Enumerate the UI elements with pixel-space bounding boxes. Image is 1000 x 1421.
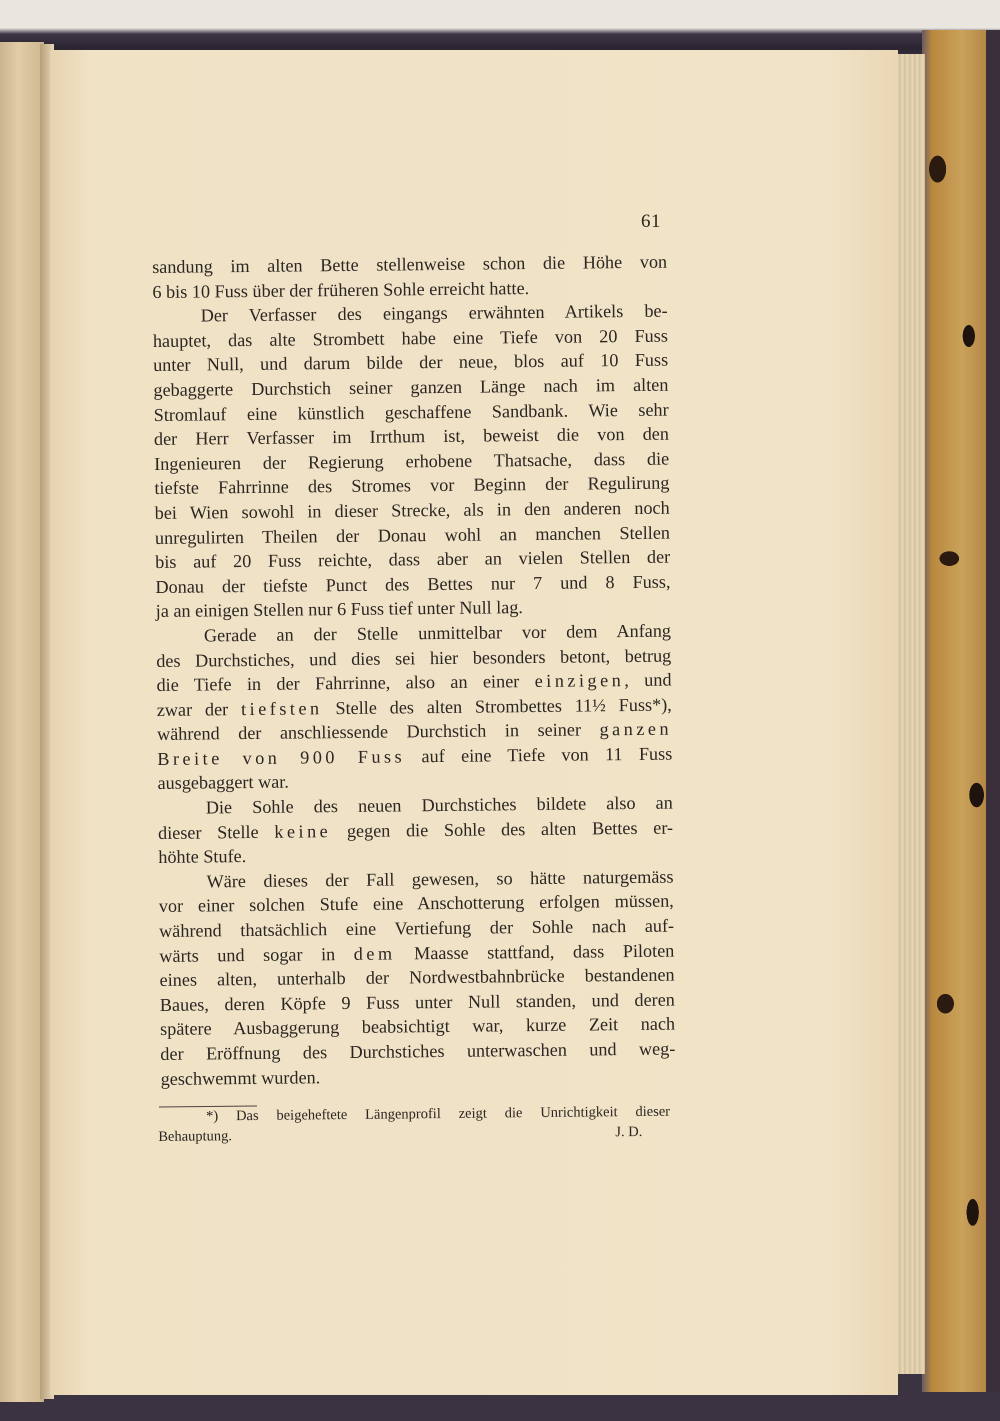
spaced-emphasis: Breite von 900 Fuss [157,746,406,769]
book-cover-spine-edge [986,30,1000,1421]
text-line: gebaggerte Durchstich seiner ganzen Länge nach im alten [153,374,669,400]
text-line: spätere Ausbaggerung beabsichtigt war, kurze Zeit nach [160,1013,676,1040]
text-line: Gerade an der Stelle unmittelbar vor dem Anfang [203,620,672,646]
footnote-text: Behauptung. [158,1128,233,1145]
text-line: 6 bis 10 Fuss über der früheren Sohle erreicht hatte. [152,277,530,302]
footnote [158,1102,670,1147]
spaced-emphasis: keine [274,820,332,842]
text-line: Stromlauf eine künstlich geschaffene Sandbank. Wie sehr [153,399,669,425]
page-number: 61 [641,211,661,232]
facing-page-edge [0,42,44,1402]
text-line: ausgebaggert war. [157,772,289,794]
spaced-emphasis: dem [353,943,396,964]
text-line: hauptet, das alte Strombett habe eine Tiefe von 20 Fuss [152,325,668,351]
text-line: der Eröffnung des Durchstiches unterwaschen und weg- [160,1038,676,1064]
text-segment: Stelle des alten Strombettes 11½ Fuss*), [335,694,672,718]
spaced-emphasis: ganzen [599,718,673,740]
text-line: Die Sohle des neuen Durchstiches bildete also an [205,792,673,818]
text-line: Der Verfasser des eingangs erwähnten Artikels be- [200,300,668,326]
text-line: unter Null, und darum bilde der neue, blos auf 10 Fuss [153,349,669,376]
text-line: der Herr Verfasser im Irrthum ist, beweist die von den [153,423,670,450]
footnote-signature: J. D. [615,1123,643,1141]
text-line: Wäre dieses der Fall gewesen, so hätte naturgemäss [206,866,674,892]
text-line: Baues, deren Köpfe 9 Fuss unter Null standen, und deren [159,989,675,1015]
text-line: Ingenieuren der Regierung erhobene Thatsache, dass die [154,448,670,474]
spaced-emphasis: einzigen [534,670,625,692]
text-line: ja an einigen Stellen nur 6 Fuss tief unter Null lag. [155,597,524,622]
text-segment: Maasse stattfand, dass Piloten [413,940,675,963]
text-line: eines alten, unterhalb der Nordwestbahnbrücke bestandenen [159,964,675,991]
text-segment: die Tiefe in der Fahrrinne, also an einer [156,671,520,696]
text-line: während thatsächlich eine Vertiefung der Sohle nach auf- [158,915,675,941]
page-stack-edge [895,54,925,1374]
text-line: des Durchstiches, und dies sei hier besonders betont, betrug [156,645,672,671]
text-line: vor einer solchen Stufe eine Anschotterung erfolgen müssen, [158,891,674,917]
spaced-emphasis: tiefsten [240,697,323,719]
text-segment: , und [624,669,672,691]
text-segment: wärts und sogar in [159,943,336,966]
text-segment: gegen die Sohle des alten Bettes er- [346,817,674,841]
text-line: Donau der tiefste Punct des Bettes nur 7 und 8 Fuss, [155,571,671,597]
text-line: tiefste Fahrrinne des Stromes vor Beginn der Regulirung [154,472,670,499]
text-line: bei Wien sowohl in dieser Strecke, als in den anderen noch [154,497,670,523]
book-cover-bottom [0,1392,1000,1421]
text-line: geschwemmt wurden. [160,1066,321,1089]
footnote-line: *) Das beigeheftete Längenprofil zeigt die Unrichtigkeit dieser [206,1103,671,1125]
body-text [152,250,676,1092]
text-segment: zwar der [156,698,229,720]
text-line: höhte Stufe. [158,846,247,868]
text-line: sandung im alten Bette stellenweise schon die Höhe von [152,251,668,277]
text-segment: auf eine Tiefe von 11 Fuss [421,743,673,767]
text-line: unregulirten Theilen der Donau wohl an manchen Stellen [154,522,671,548]
text-line: bis auf 20 Fuss reichte, dass aber an vielen Stellen der [155,546,671,573]
text-segment: während der anschliessende Durchstich in seiner [156,719,582,745]
text-segment: dieser Stelle [157,821,259,843]
